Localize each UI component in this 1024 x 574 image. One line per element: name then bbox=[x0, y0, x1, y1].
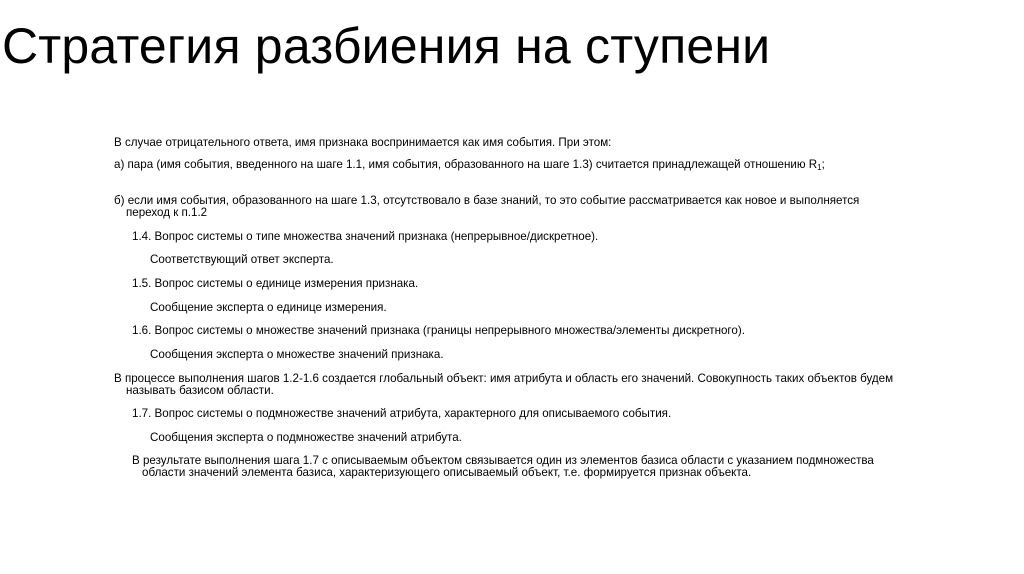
relation-suffix: ; bbox=[821, 158, 825, 171]
step-1-7-answer: Сообщения эксперта о подмножестве значений атрибута. bbox=[150, 431, 462, 444]
step-1-4-answer: Соответствующий ответ эксперта. bbox=[150, 253, 334, 266]
paragraph-a-text: а) пара (имя события, введенного на шаге 1.1, имя события, образованного на шаге 1.3) считается принадлежащей отношению R bbox=[114, 158, 818, 171]
paragraph-result: В результате выполнения шага 1.7 с описываемым объектом связывается один из элементов базиса области с указанием подмножества области значений элемента базиса, характеризующего описываемый объект, т.е. формируется признак объекта. bbox=[132, 454, 874, 479]
step-1-6-question: 1.6. Вопрос системы о множестве значений признака (границы непрерывного множества/элементы дискретного). bbox=[132, 324, 745, 337]
paragraph-intro: В случае отрицательного ответа, имя признака воспринимается как имя события. При этом: bbox=[114, 136, 612, 149]
paragraph-global-object: В процессе выполнения шагов 1.2-1.6 создается глобальный объект: имя атрибута и область его значений. Совокупность таких объектов будем называть базисом области. bbox=[114, 372, 894, 397]
step-1-5-answer: Сообщение эксперта о единице измерения. bbox=[150, 301, 387, 314]
step-1-7-question: 1.7. Вопрос системы о подмножестве значений атрибута, характерного для описываемого события. bbox=[132, 407, 672, 420]
step-1-4-question: 1.4. Вопрос системы о типе множества значений признака (непрерывное/дискретное). bbox=[132, 230, 599, 243]
paragraph-b: б) если имя события, образованного на шаге 1.3, отсутствовало в базе знаний, то это событие рассматривается как новое и выполняется переход к п.1.2 bbox=[114, 194, 860, 219]
step-1-5-question: 1.5. Вопрос системы о единице измерения признака. bbox=[132, 277, 419, 290]
relation-subscript: 1 bbox=[817, 163, 822, 172]
step-1-6-answer: Сообщения эксперта о множестве значений признака. bbox=[150, 348, 444, 361]
paragraph-a bbox=[114, 159, 871, 171]
slide-title: Стратегия разбиения на ступени bbox=[2, 18, 771, 74]
